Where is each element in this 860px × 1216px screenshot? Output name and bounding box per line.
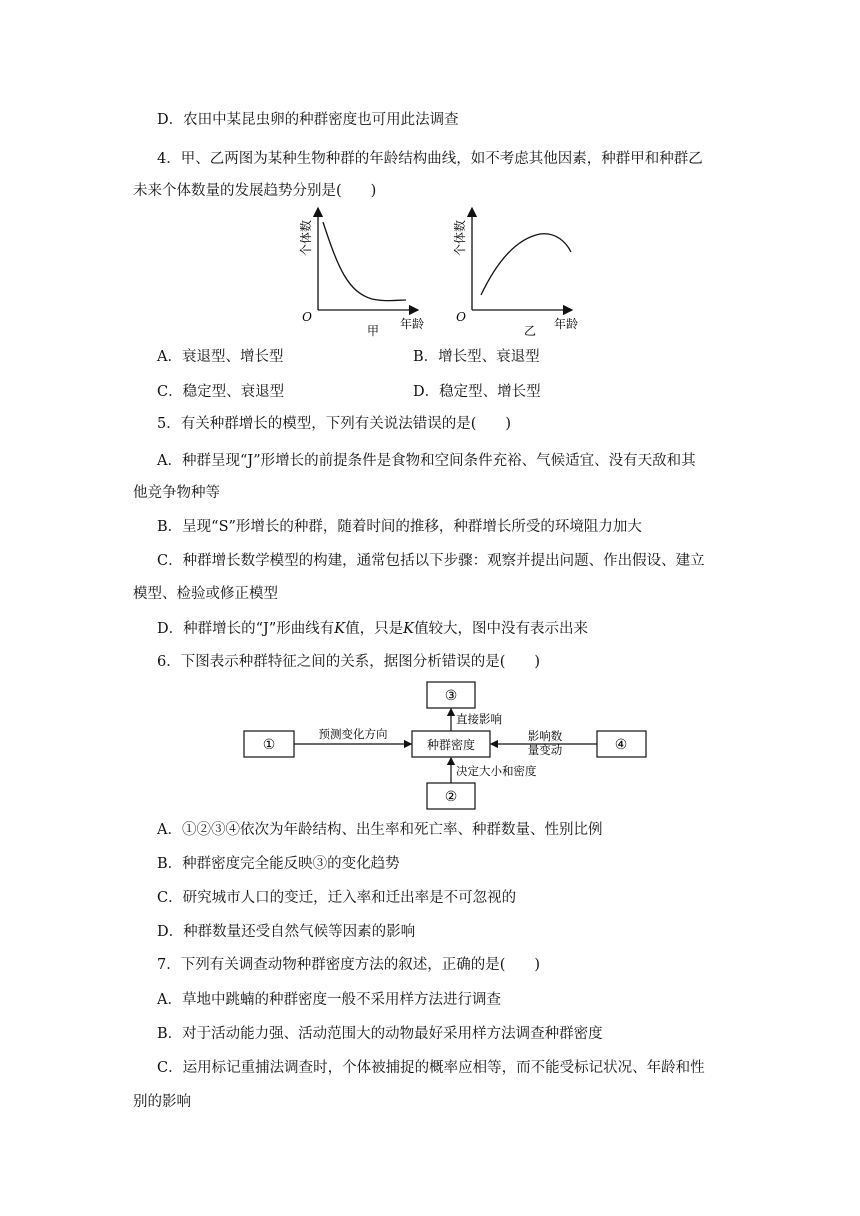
chart-yi: [452, 208, 578, 338]
q5d-text-2: 值，只是: [345, 621, 404, 637]
chart-jia-x-label: 年龄: [400, 317, 425, 331]
question-4-stem-line-2: 未来个体数量的发展趋势分别是( ): [133, 183, 377, 199]
node-2-label: ②: [444, 789, 458, 805]
question-3-option-d: D．农田中某昆虫卵的种群密度也可用此法调查: [157, 112, 459, 128]
edge-1-label: 预测变化方向: [318, 727, 388, 741]
growing-curve: [481, 234, 571, 295]
chart-jia-name: 甲: [366, 324, 380, 338]
question-5-option-c-line-1: C．种群增长数学模型的构建，通常包括以下步骤：观察并提出问题、作出假设、建立: [157, 553, 705, 569]
question-5-option-a-line-2: 他竞争物种等: [133, 485, 220, 501]
center-label: 种群密度: [426, 738, 476, 752]
chart-yi-x-label: 年龄: [554, 317, 579, 331]
question-6-option-d: D．种群数量还受自然气候等因素的影响: [157, 924, 416, 940]
age-structure-charts: [290, 200, 590, 350]
edge-4-label-1: 影响数: [527, 729, 563, 743]
chart-jia: [298, 208, 424, 338]
q5d-k-2: K: [403, 621, 414, 637]
q5d-text-3: 值较大，图中没有表示出来: [413, 621, 588, 637]
chart-yi-origin: O: [456, 310, 466, 324]
chart-jia-y-label: 个体数: [299, 220, 313, 257]
edge-3-label: 直接影响: [456, 712, 502, 726]
q5d-text-1: D．种群增长的“J”形曲线有: [157, 621, 335, 637]
question-7-stem: 7．下列有关调查动物种群密度方法的叙述，正确的是( ): [157, 957, 541, 973]
question-6-stem: 6．下图表示种群特征之间的关系，据图分析错误的是( ): [157, 654, 541, 670]
question-4-option-a: A．衰退型、增长型: [157, 349, 284, 365]
question-4-option-c: C．稳定型、衰退型: [157, 384, 285, 400]
node-1-label: ①: [262, 737, 276, 753]
question-6-option-a: A．①②③④依次为年龄结构、出生率和死亡率、种群数量、性别比例: [157, 822, 603, 838]
population-features-diagram: [240, 678, 650, 812]
question-4-option-d: D．稳定型、增长型: [413, 384, 541, 400]
question-4-stem-line-1: 4．甲、乙两图为某种生物种群的年龄结构曲线，如不考虑其他因素，种群甲和种群乙: [157, 151, 703, 167]
question-5-option-d: [157, 619, 588, 639]
chart-jia-origin: O: [302, 310, 312, 324]
question-7-option-c-line-2: 别的影响: [133, 1094, 191, 1110]
chart-yi-y-label: 个体数: [453, 220, 467, 257]
question-5-option-c-line-2: 模型、检验或修正模型: [133, 586, 278, 602]
node-3-label: ③: [444, 688, 458, 704]
node-4-label: ④: [614, 737, 628, 753]
question-7-option-a: A．草地中跳蝻的种群密度一般不采用样方法进行调查: [157, 992, 501, 1008]
chart-yi-name: 乙: [523, 324, 537, 338]
question-5-option-a-line-1: A．种群呈现“J”形增长的前提条件是食物和空间条件充裕、气候适宜、没有天敌和其: [157, 453, 696, 469]
question-5-option-b: B．呈现“S”形增长的种群，随着时间的推移，种群增长所受的环境阻力加大: [157, 519, 642, 535]
question-5-stem: 5．有关种群增长的模型，下列有关说法错误的是( ): [157, 416, 512, 432]
question-6-option-c: C．研究城市人口的变迁，迁入率和迁出率是不可忽视的: [157, 890, 517, 906]
question-4-option-b: B．增长型、衰退型: [413, 349, 540, 365]
edge-2-label: 决定大小和密度: [456, 764, 537, 778]
question-7-option-c-line-1: C．运用标记重捕法调查时，个体被捕捉的概率应相等，而不能受标记状况、年龄和性: [157, 1060, 705, 1076]
edge-4-label-2: 量变动: [527, 743, 563, 757]
q5d-k-1: K: [334, 621, 346, 637]
question-6-option-b: B．种群密度完全能反映③的变化趋势: [157, 856, 400, 872]
question-7-option-b: B．对于活动能力强、活动范围大的动物最好采用样方法调查种群密度: [157, 1026, 603, 1042]
declining-curve: [323, 222, 406, 301]
